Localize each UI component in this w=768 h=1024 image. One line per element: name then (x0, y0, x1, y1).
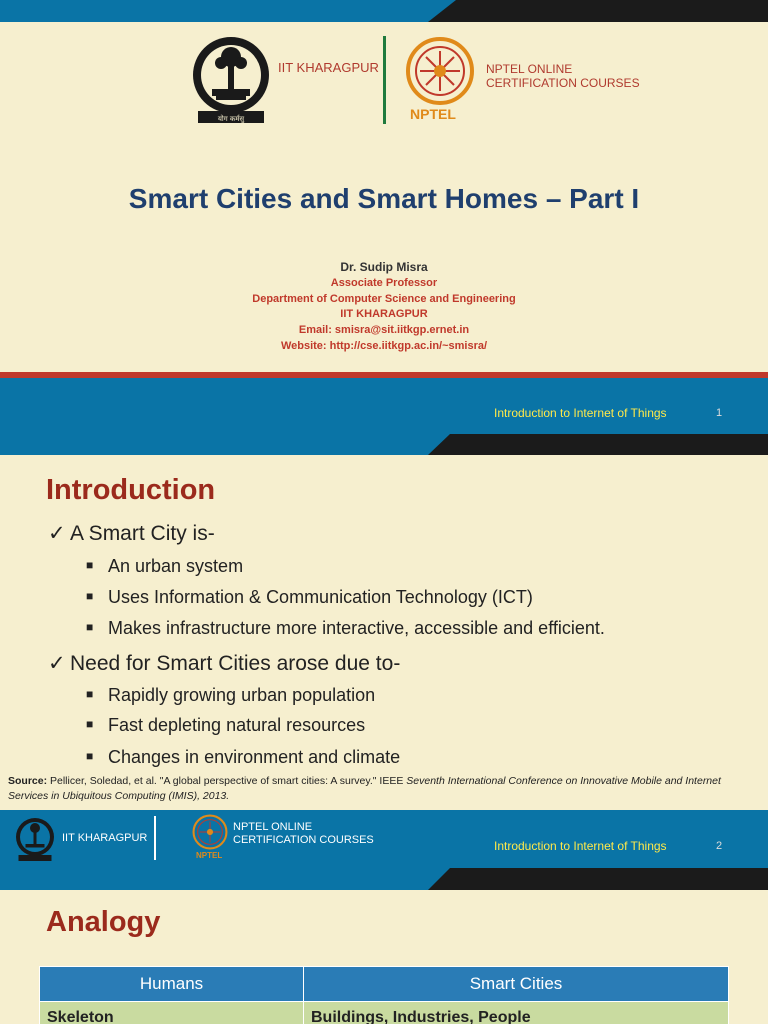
square-bullet-icon: ■ (86, 558, 94, 572)
list-item (86, 556, 243, 577)
checkmark-icon: ✓ (48, 652, 66, 675)
point-2-text: Need for Smart Cities arose due to- (70, 652, 401, 675)
square-bullet-icon: ■ (86, 687, 94, 701)
table-header-row (40, 967, 729, 1002)
list-item-text: An urban system (108, 556, 244, 576)
column-header-smart-cities: Smart Cities (304, 967, 729, 1002)
nptel-line-2: CERTIFICATION COURSES (233, 834, 374, 846)
nptel-logo-icon (192, 814, 228, 850)
nptel-logo-icon (405, 36, 475, 106)
slide-3 (0, 890, 768, 1024)
slide-2 (0, 460, 768, 890)
nptel-line-1: NPTEL ONLINE (486, 62, 573, 76)
square-bullet-icon: ■ (86, 749, 94, 763)
footer-dark-band (0, 868, 768, 890)
source-label: Source: (8, 775, 48, 787)
analogy-table (39, 966, 729, 1024)
top-dark-band (428, 0, 768, 22)
point-2 (48, 651, 400, 676)
slide-1 (0, 0, 768, 455)
list-item (86, 715, 365, 736)
square-bullet-icon: ■ (86, 620, 94, 634)
iit-kharagpur-logo-icon (14, 816, 56, 862)
list-item-text: Rapidly growing urban population (108, 685, 376, 705)
footer-course-name: Introduction to Internet of Things (494, 839, 667, 853)
iit-kharagpur-logo-icon (190, 33, 272, 125)
nptel-name: NPTEL (410, 106, 456, 122)
checkmark-icon: ✓ (48, 522, 66, 545)
list-item (86, 747, 400, 768)
nptel-line-2: CERTIFICATION COURSES (486, 76, 640, 90)
slide-2-title: Introduction (46, 474, 216, 506)
logo-divider (383, 36, 386, 124)
author-position: Associate Professor (330, 277, 438, 289)
author-website: Website: http://cse.iitkgp.ac.in/~smisra/ (280, 340, 488, 352)
footer-page-number: 2 (716, 840, 723, 852)
footer-page-number: 1 (716, 407, 723, 419)
iit-kharagpur-text: IIT KHARAGPUR (62, 832, 148, 844)
slide-3-title: Analogy (46, 906, 161, 938)
list-item-text: Changes in environment and climate (108, 747, 401, 767)
footer-dark-band (0, 434, 768, 455)
author-name: Dr. Sudip Misra (340, 260, 428, 274)
list-item (86, 618, 605, 639)
square-bullet-icon: ■ (86, 589, 94, 603)
logo-divider (154, 816, 156, 860)
author-institute: IIT KHARAGPUR (340, 308, 428, 320)
author-department: Department of Computer Science and Engineering (252, 293, 516, 305)
nptel-name: NPTEL (196, 851, 223, 860)
list-item (86, 685, 375, 706)
slide-1-title: Smart Cities and Smart Homes – Part I (128, 183, 640, 214)
table-row (40, 1002, 729, 1024)
table-cell: Skeleton (40, 1002, 304, 1024)
point-1-text: A Smart City is- (70, 522, 215, 545)
column-header-humans: Humans (40, 967, 304, 1002)
author-email: Email: smisra@sit.iitkgp.ernet.in (298, 324, 470, 336)
list-item-text: Fast depleting natural resources (108, 715, 366, 735)
table-cell: Buildings, Industries, People (304, 1002, 729, 1024)
iit-kharagpur-text: IIT KHARAGPUR (278, 60, 379, 75)
source-venue: Seventh International Conference on Innovative Mobile and Internet Services in Ubiquitous Computing (IMIS), 2013. (8, 775, 721, 802)
nptel-line-1: NPTEL ONLINE (233, 821, 313, 833)
svg-text:योग कर्मसु: योग कर्मसु (217, 115, 245, 123)
footer-course-name: Introduction to Internet of Things (494, 406, 667, 420)
point-1 (48, 521, 215, 546)
list-item (86, 587, 533, 608)
list-item-text: Makes infrastructure more interactive, accessible and efficient. (108, 618, 605, 638)
source-citation (8, 774, 760, 804)
source-text: Pellicer, Soledad, et al. "A global perspective of smart cities: A survey." IEEE (47, 775, 407, 787)
square-bullet-icon: ■ (86, 717, 94, 731)
list-item-text: Uses Information & Communication Technology (ICT) (108, 587, 533, 607)
